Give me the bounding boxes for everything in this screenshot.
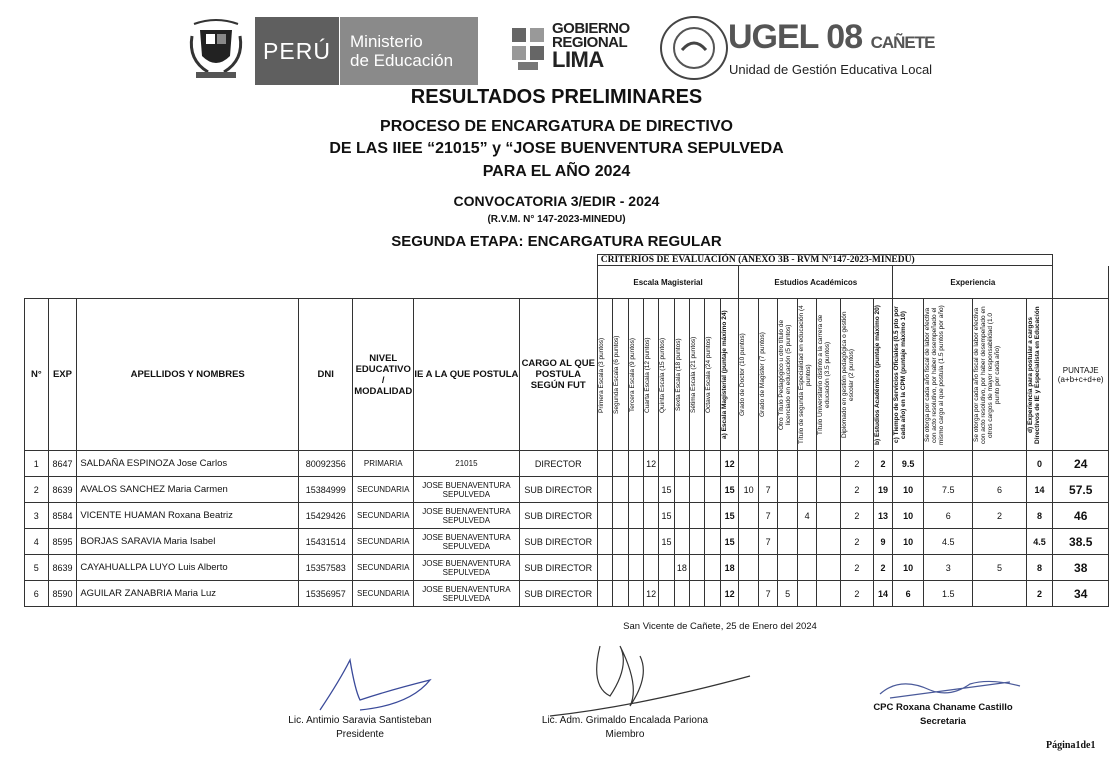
gobierno-regional-icon [510,26,550,72]
cell-nivel: SECUNDARIA [353,555,414,581]
col-v14: Diplomado en gestión pedagógica o gestión escolar (2 puntos) [840,311,855,438]
cell-criterio-11 [778,503,798,529]
cell-criterio-14: 2 [840,503,873,529]
cell-name: VICENTE HUAMAN Roxana Beatriz [77,503,299,529]
cell-criterio-4: 15 [659,529,674,555]
cell-criterio-15: 9 [873,529,893,555]
cell-criterio-8: 18 [720,555,738,581]
sig3-role: Secretaria [920,716,966,727]
signature-1-icon [300,650,440,720]
cell-criterio-12 [797,477,817,503]
ugel-canete: CAÑETE [870,33,935,52]
cell-cargo: SUB DIRECTOR [519,503,597,529]
cell-criterio-9 [739,555,759,581]
cell-criterio-14: 2 [840,581,873,607]
title-line1: PROCESO DE ENCARGATURA DE DIRECTIVO [380,118,733,135]
cell-criterio-7 [705,555,720,581]
sig1-role: Presidente [336,729,384,740]
cell-criterio-13 [817,477,841,503]
cell-n: 5 [25,555,49,581]
cell-n: 3 [25,503,49,529]
ministerio-line1: Ministerio [350,32,423,51]
results-table [24,254,1109,607]
col-nivel: NIVEL EDUCATIVO / MODALIDAD [353,299,414,451]
place-date: San Vicente de Cañete, 25 de Enero del 2024 [623,621,817,632]
cell-ie: JOSE BUENAVENTURA SEPULVEDA [414,503,520,529]
cell-criterio-2 [628,503,643,529]
title-line3: PARA EL AÑO 2024 [482,163,631,180]
cell-criterio-7 [705,477,720,503]
table-row [25,555,1109,581]
cell-dni: 15431514 [299,529,353,555]
etapa: SEGUNDA ETAPA: ENCARGATURA REGULAR [391,233,722,250]
cell-criterio-18 [973,529,1026,555]
cell-criterio-1 [613,451,628,477]
ugel-seal-icon [660,16,728,80]
col-v19: d) Experiencia para postular a cargos Directivos de IE y Especialista en Educación [1026,305,1041,444]
cell-criterio-8: 12 [720,451,738,477]
cell-total: 38 [1053,555,1109,581]
col-v13: Título Universitario distinto a la carrera de educación (3.5 puntos) [817,314,832,435]
cell-dni: 15384999 [299,477,353,503]
cell-criterio-16: 10 [893,555,924,581]
page-number: Página1de1 [1046,740,1096,751]
cell-criterio-1 [613,477,628,503]
cell-cargo: SUB DIRECTOR [519,555,597,581]
gob-line3: LIMA [552,47,604,72]
cell-nivel: SECUNDARIA [353,529,414,555]
cell-n: 2 [25,477,49,503]
cell-criterio-7 [705,451,720,477]
cell-criterio-1 [613,503,628,529]
cell-criterio-6 [690,503,705,529]
cell-criterio-5 [674,503,689,529]
cell-criterio-3: 12 [643,451,658,477]
criterios-header: CRITERIOS DE EVALUACIÓN (ANEXO 3B - RVM N°147-2023-MINEDU) [597,255,1053,266]
cell-criterio-2 [628,529,643,555]
cell-criterio-18: 2 [973,503,1026,529]
col-v16: c) Tiempo de Servicios Oficiales (0.5 pto por cada año) en la CPM (puntaje máximo 10) [893,306,908,443]
gob-line2: REGIONAL [552,34,628,51]
signature-3 [858,701,1028,729]
cell-criterio-19: 8 [1026,503,1053,529]
cell-criterio-17 [924,451,973,477]
cell-criterio-6 [690,581,705,607]
cell-cargo: SUB DIRECTOR [519,529,597,555]
cell-criterio-11 [778,477,798,503]
cell-criterio-8: 15 [720,529,738,555]
cell-criterio-16: 9.5 [893,451,924,477]
col-v4: Quinta Escala (15 puntos) [659,336,667,413]
cell-criterio-0 [597,503,612,529]
cell-exp: 8647 [48,451,77,477]
convocatoria: CONVOCATORIA 3/EDIR - 2024 [453,193,660,209]
cell-criterio-13 [817,529,841,555]
cell-criterio-10: 7 [758,477,778,503]
peru-coat-of-arms [186,16,246,82]
table-row [25,529,1109,555]
cell-criterio-11 [778,529,798,555]
cell-criterio-16: 6 [893,581,924,607]
cell-criterio-0 [597,451,612,477]
cell-nivel: SECUNDARIA [353,477,414,503]
cell-criterio-2 [628,451,643,477]
cell-criterio-10: 7 [758,529,778,555]
cell-criterio-5 [674,581,689,607]
cell-ie: JOSE BUENAVENTURA SEPULVEDA [414,477,520,503]
col-v8: a) Escala Magisterial (puntaje máximo 24) [720,310,728,439]
cell-criterio-7 [705,503,720,529]
title-line2: DE LAS IIEE “21015” y “JOSE BUENVENTURA SEPULVEDA [329,140,784,157]
cell-criterio-12 [797,451,817,477]
table-row [25,477,1109,503]
cell-ie: JOSE BUENAVENTURA SEPULVEDA [414,555,520,581]
signature-2-icon [540,636,760,726]
cell-n: 4 [25,529,49,555]
cell-criterio-19: 0 [1026,451,1053,477]
cell-criterio-4: 15 [659,503,674,529]
cell-total: 34 [1053,581,1109,607]
cell-criterio-5: 18 [674,555,689,581]
cell-dni: 15357583 [299,555,353,581]
cell-criterio-10 [758,451,778,477]
cell-criterio-9: 10 [739,477,759,503]
cell-criterio-14: 2 [840,477,873,503]
gob-line1: GOBIERNO [552,20,630,37]
cell-name: BORJAS SARAVIA Maria Isabel [77,529,299,555]
cell-name: AVALOS SANCHEZ Maria Carmen [77,477,299,503]
sig2-name: Lic. Adm. Grimaldo Encalada Pariona [541,715,709,726]
cell-dni: 15356957 [299,581,353,607]
cell-name: SALDAÑA ESPINOZA Jose Carlos [77,451,299,477]
cell-nivel: SECUNDARIA [353,581,414,607]
col-v1: Segunda Escala (6 puntos) [613,335,621,414]
cell-total: 57.5 [1053,477,1109,503]
cell-exp: 8595 [48,529,77,555]
cell-criterio-2 [628,477,643,503]
cell-criterio-10 [758,555,778,581]
col-v6: Sétima Escala (21 puntos) [690,336,698,413]
cell-dni: 15429426 [299,503,353,529]
cell-criterio-1 [613,555,628,581]
cell-criterio-18 [973,451,1026,477]
cell-criterio-19: 8 [1026,555,1053,581]
ugel-name: UGEL 08 [728,18,863,56]
cell-criterio-17: 6 [924,503,973,529]
table-body [25,451,1109,607]
cell-criterio-9 [739,451,759,477]
cell-criterio-14: 2 [840,529,873,555]
col-v18: Se otorga por cada año fiscal de labor efectiva con acto resolutivo, por haber desempeñado en otros cargos de mayor responsabilidad (1.0 punto por cada año) [973,305,1002,444]
col-cargo: CARGO AL QUE POSTULA SEGÚN FUT [519,299,597,451]
cell-criterio-10: 7 [758,503,778,529]
sig1-name: Lic. Antimio Saravia Santisteban [288,715,432,726]
table-row [25,503,1109,529]
cell-criterio-13 [817,555,841,581]
cell-criterio-18 [973,581,1026,607]
cell-ie: 21015 [414,451,520,477]
cell-criterio-0 [597,555,612,581]
cell-criterio-6 [690,451,705,477]
col-v10: Grado de Magister (7 puntos) [758,332,766,417]
cell-criterio-6 [690,529,705,555]
table-row [25,451,1109,477]
cell-criterio-5 [674,529,689,555]
cell-criterio-1 [613,529,628,555]
cell-criterio-7 [705,529,720,555]
cell-criterio-11: 5 [778,581,798,607]
sig2-role: Miembro [605,729,645,740]
sig3-name: CPC Roxana Chaname Castillo [873,702,1013,713]
col-puntaje: PUNTAJE (a+b+c+d+e) [1053,299,1109,451]
col-v9: Grado de Doctor (10 puntos) [739,333,747,416]
cell-criterio-18: 5 [973,555,1026,581]
col-exp: EXP [48,299,77,451]
cell-criterio-1 [613,581,628,607]
cell-criterio-12 [797,555,817,581]
group-experiencia: Experiencia [893,266,1053,299]
signature-2 [520,714,730,742]
cell-criterio-10: 7 [758,581,778,607]
cell-criterio-19: 4.5 [1026,529,1053,555]
cell-criterio-5 [674,451,689,477]
cell-cargo: SUB DIRECTOR [519,581,597,607]
group-estudios: Estudios Académicos [739,266,893,299]
ministerio-logo [340,17,478,85]
cell-criterio-14: 2 [840,451,873,477]
cell-criterio-12 [797,581,817,607]
cell-criterio-4: 15 [659,477,674,503]
cell-criterio-5 [674,477,689,503]
col-nombres: APELLIDOS Y NOMBRES [77,299,299,451]
cell-criterio-19: 2 [1026,581,1053,607]
cell-criterio-3: 12 [643,581,658,607]
col-v0: Primera Escala (3 puntos) [597,336,605,413]
gobierno-regional-logo [552,22,630,70]
col-v3: Cuarta Escala (12 puntos) [643,336,651,413]
cell-name: AGUILAR ZANABRIA Maria Luz [77,581,299,607]
cell-criterio-4 [659,451,674,477]
col-dni: DNI [299,299,353,451]
cell-criterio-15: 2 [873,451,893,477]
cell-criterio-7 [705,581,720,607]
table-row [25,581,1109,607]
cell-criterio-11 [778,451,798,477]
cell-n: 1 [25,451,49,477]
cell-ie: JOSE BUENAVENTURA SEPULVEDA [414,529,520,555]
cell-cargo: SUB DIRECTOR [519,477,597,503]
rvm: (R.V.M. N° 147-2023-MINEDU) [487,214,626,225]
cell-criterio-18: 6 [973,477,1026,503]
cell-criterio-4 [659,555,674,581]
peru-logo: PERÚ [255,17,339,85]
cell-criterio-15: 2 [873,555,893,581]
cell-criterio-4 [659,581,674,607]
cell-criterio-0 [597,529,612,555]
cell-ie: JOSE BUENAVENTURA SEPULVEDA [414,581,520,607]
cell-criterio-8: 15 [720,477,738,503]
cell-criterio-2 [628,581,643,607]
col-v7: Octava Escala (24 puntos) [705,336,713,413]
cell-criterio-13 [817,581,841,607]
cell-criterio-17: 7.5 [924,477,973,503]
cell-criterio-0 [597,477,612,503]
cell-nivel: SECUNDARIA [353,503,414,529]
cell-criterio-8: 12 [720,581,738,607]
col-v2: Tercera Escala (9 puntos) [628,337,636,412]
cell-criterio-16: 10 [893,529,924,555]
cell-criterio-19: 14 [1026,477,1053,503]
cell-criterio-12 [797,529,817,555]
group-escala: Escala Magisterial [597,266,739,299]
cell-total: 38.5 [1053,529,1109,555]
cell-total: 24 [1053,451,1109,477]
cell-criterio-6 [690,555,705,581]
cell-criterio-8: 15 [720,503,738,529]
col-v12: Título de segunda Especialidad en educación (4 puntos) [797,305,812,444]
cell-criterio-0 [597,581,612,607]
cell-criterio-15: 13 [873,503,893,529]
col-n: N° [25,299,49,451]
cell-cargo: DIRECTOR [519,451,597,477]
cell-criterio-15: 19 [873,477,893,503]
cell-criterio-9 [739,503,759,529]
cell-criterio-13 [817,503,841,529]
cell-exp: 8639 [48,477,77,503]
col-v15: b) Estudios Académicos (puntaje máximo 20) [873,304,881,445]
cell-criterio-6 [690,477,705,503]
cell-criterio-3 [643,555,658,581]
cell-dni: 80092356 [299,451,353,477]
cell-criterio-17: 4.5 [924,529,973,555]
cell-criterio-17: 1.5 [924,581,973,607]
cell-exp: 8584 [48,503,77,529]
cell-criterio-13 [817,451,841,477]
ugel-subtitle: Unidad de Gestión Educativa Local [729,62,933,77]
ugel-title [728,18,934,57]
cell-criterio-3 [643,529,658,555]
ministerio-line2: de Educación [350,51,454,70]
cell-name: CAYAHUALLPA LUYO Luis Alberto [77,555,299,581]
cell-exp: 8590 [48,581,77,607]
col-v5: Sexta Escala (18 puntos) [674,338,682,411]
cell-nivel: PRIMARIA [353,451,414,477]
cell-criterio-17: 3 [924,555,973,581]
cell-n: 6 [25,581,49,607]
cell-criterio-3 [643,477,658,503]
cell-total: 46 [1053,503,1109,529]
col-v11: Otro Título Pedagógico u otro título de licenciado en educación (5 puntos) [778,319,793,430]
cell-exp: 8639 [48,555,77,581]
cell-criterio-9 [739,529,759,555]
col-v17: Se otorga por cada año fiscal de labor efectiva con acto resolutivo, por haber desempeñado el mismo cargo al que postula (1.5 puntos por año) [924,304,946,445]
cell-criterio-11 [778,555,798,581]
cell-criterio-9 [739,581,759,607]
cell-criterio-14: 2 [840,555,873,581]
cell-criterio-15: 14 [873,581,893,607]
cell-criterio-2 [628,555,643,581]
signature-1 [260,714,460,742]
cell-criterio-12: 4 [797,503,817,529]
col-ie: IE A LA QUE POSTULA [414,299,520,451]
cell-criterio-16: 10 [893,477,924,503]
cell-criterio-3 [643,503,658,529]
cell-criterio-16: 10 [893,503,924,529]
main-title: RESULTADOS PRELIMINARES [410,86,703,108]
